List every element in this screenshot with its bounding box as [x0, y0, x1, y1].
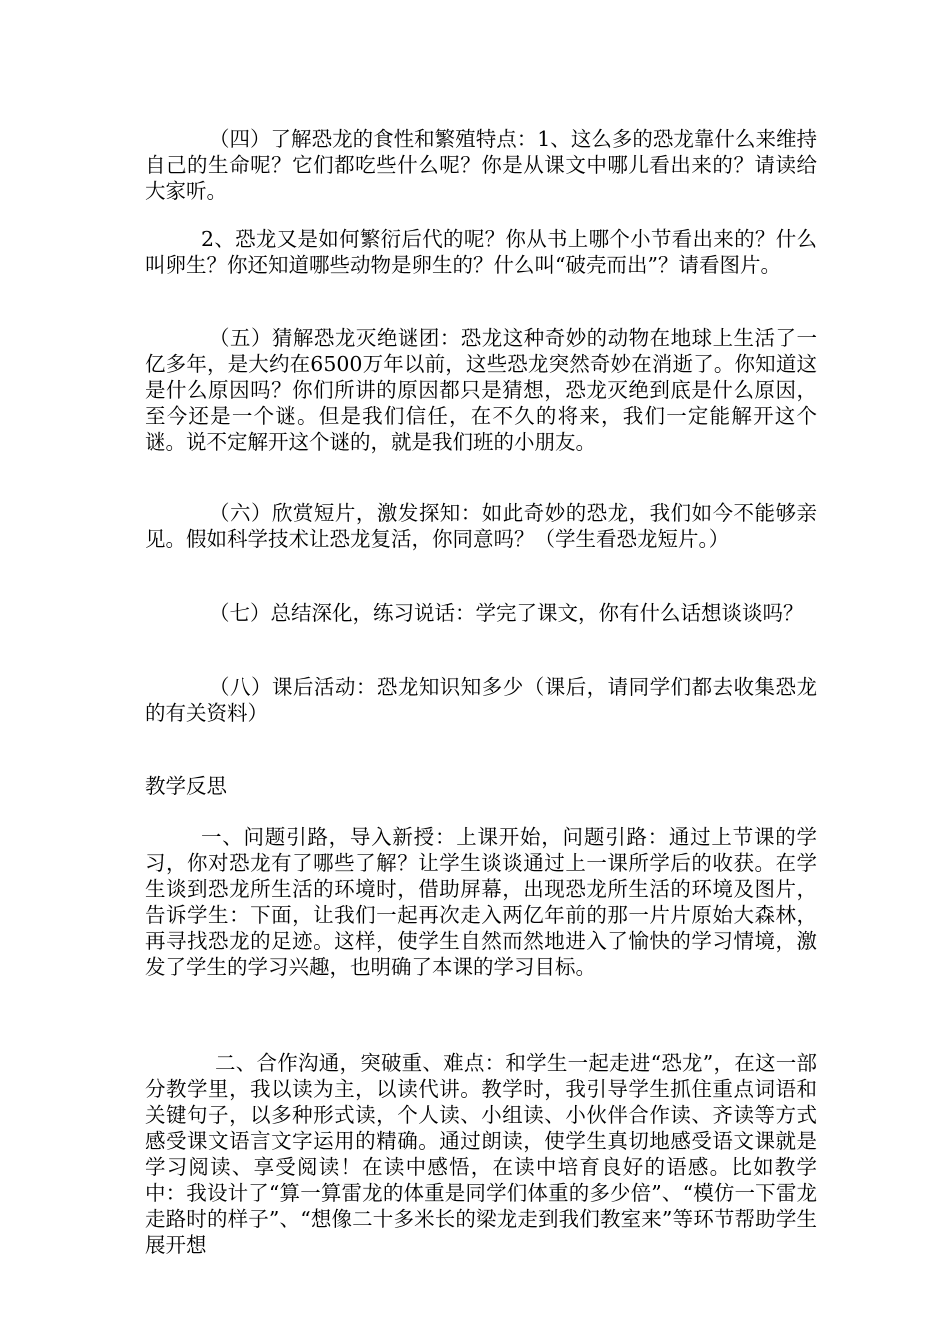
paragraph-offspring: 2、恐龙又是如何繁衍后代的呢？你从书上哪个小节看出来的？什么叫卵生？你还知道哪些动物是卵生的？什么叫“破壳而出”？请看图片。	[145, 227, 817, 277]
reflection-heading: 教学反思	[145, 774, 227, 798]
reflection-paragraph-2: 二、合作沟通，突破重、难点：和学生一起走进“恐龙”，在这一部分教学里，我以读为主，以读代讲。教学时，我引导学生抓住重点词语和关键句子，以多种形式读，个人读、小组读、小伙伴合作读、齐读等方式感受课文语言文字运用的精确。通过朗读，使学生真切地感受语文课就是学习阅读、享受阅读！在读中感悟，在读中培育良好的语感。比如教学中：我设计了“算一算雷龙的体重是同学们体重的多少倍”、“模仿一下雷龙走路时的样子”、“想像二十多米长的梁龙走到我们教室来”等环节帮助学生展开想	[145, 1051, 817, 1257]
paragraph-extinction: （五）猜解恐龙灭绝谜团：恐龙这种奇妙的动物在地球上生活了一亿多年，是大约在6500万年以前，这些恐龙突然奇妙在消逝了。你知道这是什么原因吗？你们所讲的原因都只是猜想，恐龙灭绝到底是什么原因，至今还是一个谜。但是我们信任，在不久的将来，我们一定能解开这个谜。说不定解开这个谜的，就是我们班的小朋友。	[145, 326, 817, 454]
paragraph-food-reproduction: （四）了解恐龙的食性和繁殖特点：1、这么多的恐龙靠什么来维持自己的生命呢？它们都吃些什么呢？你是从课文中哪儿看出来的？请读给大家听。	[145, 127, 817, 203]
paragraph-after-class: （八）课后活动：恐龙知识知多少（课后，请同学们都去收集恐龙的有关资料）	[145, 675, 817, 725]
paragraph-summary: （七）总结深化，练习说话：学完了课文，你有什么话想谈谈吗？	[209, 601, 804, 625]
reflection-paragraph-1: 一、问题引路，导入新授：上课开始，问题引路：通过上节课的学习，你对恐龙有了哪些了解？让学生谈谈通过上一课所学后的收获。在学生谈到恐龙所生活的环境时，借助屏幕，出现恐龙所生活的环境及图片，告诉学生：下面，让我们一起再次走入两亿年前的那一片片原始大森林，再寻找恐龙的足迹。这样，使学生自然而然地进入了愉快的学习情境，激发了学生的学习兴趣，也明确了本课的学习目标。	[145, 825, 817, 979]
paragraph-short-film: （六）欣赏短片，激发探知：如此奇妙的恐龙，我们如今不能够亲见。假如科学技术让恐龙复活，你同意吗？（学生看恐龙短片。）	[145, 501, 817, 551]
